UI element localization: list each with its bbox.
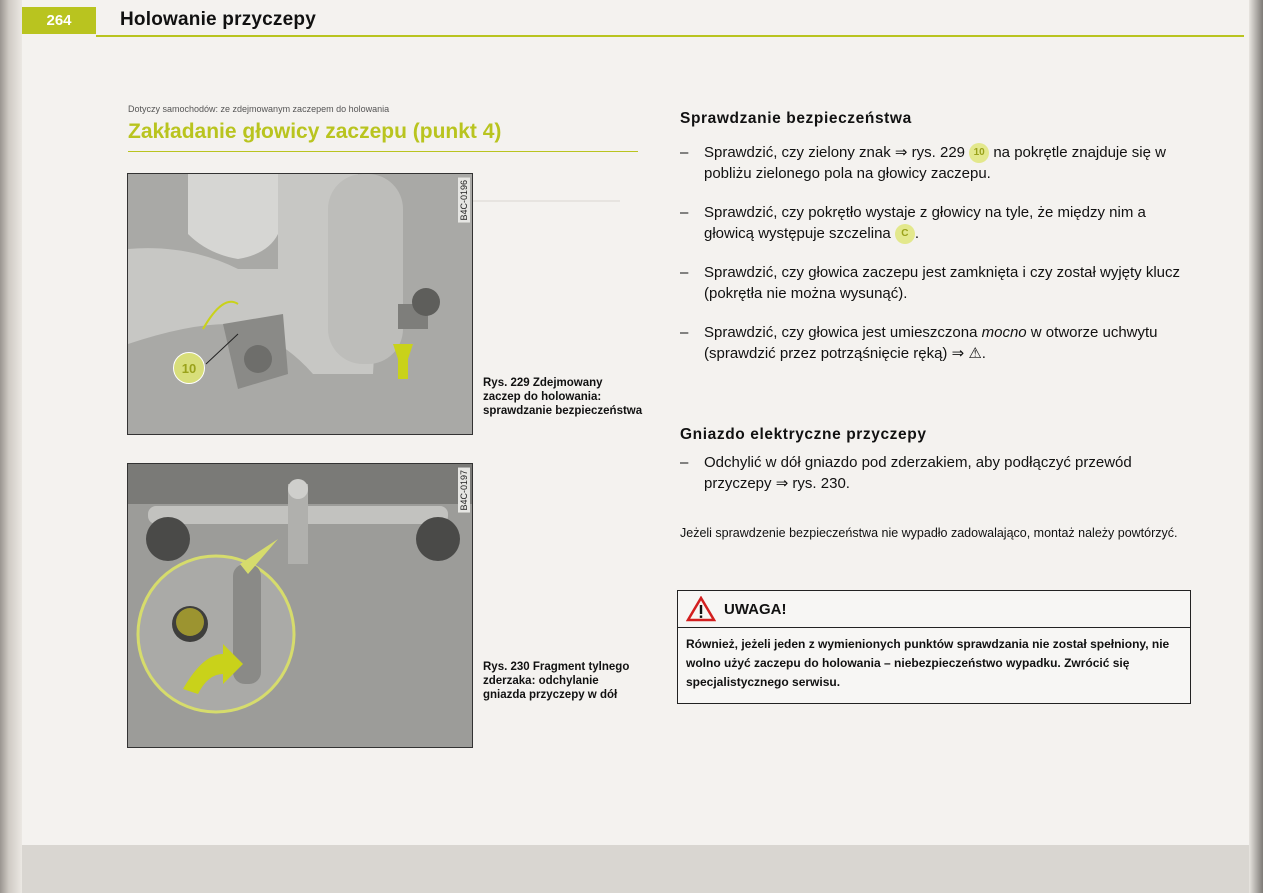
figure-230-caption: Rys. 230 Fragment tylnego zderzaka: odchylanie gniazda przyczepy w dół (483, 661, 630, 701)
page-edge-shadow (1249, 0, 1263, 893)
header-divider (96, 35, 1244, 37)
section-divider (128, 151, 638, 152)
socket-section (680, 426, 1190, 444)
note-paragraph: Jeżeli sprawdzenie bezpieczeństwa nie wypadło zadowalająco, montaż należy powtórzyć. (680, 526, 1178, 540)
section-title: Zakładanie głowicy zaczepu (punkt 4) (128, 120, 502, 143)
list-item: – Sprawdzić, czy pokrętło wystaje z głowicy na tyle, że między nim a głowicą występuje szczelina C . (680, 202, 1190, 244)
tow-hook-illustration (128, 174, 472, 434)
figure-code: B4C-0197 (459, 470, 469, 511)
warning-header (678, 591, 1190, 628)
warning-triangle-icon (686, 596, 716, 622)
safety-section (680, 110, 1190, 128)
bumper-socket-illustration (128, 464, 472, 747)
figure-229-photo (127, 173, 473, 435)
callout-badge: 10 (969, 143, 989, 163)
socket-heading: Gniazdo elektryczne przyczepy (680, 426, 927, 443)
warning-title: UWAGA! (724, 600, 787, 618)
callout-badge: 10 (173, 352, 205, 384)
warning-box (677, 590, 1191, 704)
list-item: – Sprawdzić, czy głowica zaczepu jest zamknięta i czy został wyjęty klucz (pokrętła nie można wysunąć). (680, 264, 1181, 303)
safety-heading: Sprawdzanie bezpieczeństwa (680, 110, 912, 127)
book-spine (0, 0, 22, 893)
figure-code: B4C-0196 (459, 180, 469, 221)
warning-text: Również, jeżeli jeden z wymienionych punktów sprawdzania nie został spełniony, nie wolno użyć zaczepu do holowania – niebezpieczeństwo wypadku. Zwrócić się specjalistycznego serwisu. (686, 637, 1170, 689)
bleed-through (470, 200, 620, 202)
safety-list (680, 142, 1190, 364)
callout-badge: C (895, 224, 915, 244)
figure-229-caption: Rys. 229 Zdejmowany zaczep do holowania: sprawdzanie bezpieczeństwa (483, 377, 643, 417)
applicability-note: Dotyczy samochodów: ze zdejmowanym zaczepem do holowania (128, 104, 390, 114)
page-number: 264 (22, 7, 96, 34)
footer-tab-bar (22, 845, 1249, 893)
page-header-title: Holowanie przyczepy (120, 9, 316, 30)
list-item: – Sprawdzić, czy głowica jest umieszczona mocno w otworze uchwytu (sprawdzić przez potrząśnięcie ręką) ⇒ ⚠. (680, 324, 1158, 363)
list-item: – Odchylić w dół gniazdo pod zderzakiem, aby podłączyć przewód przyczepy ⇒ rys. 230. (680, 454, 1132, 492)
socket-list (680, 452, 1190, 494)
figure-230-photo (127, 463, 473, 748)
list-item: – Sprawdzić, czy zielony znak ⇒ rys. 229 10 na pokrętle znajduje się w pobliżu zielonego pola na głowicy zaczepu. (680, 144, 1166, 183)
